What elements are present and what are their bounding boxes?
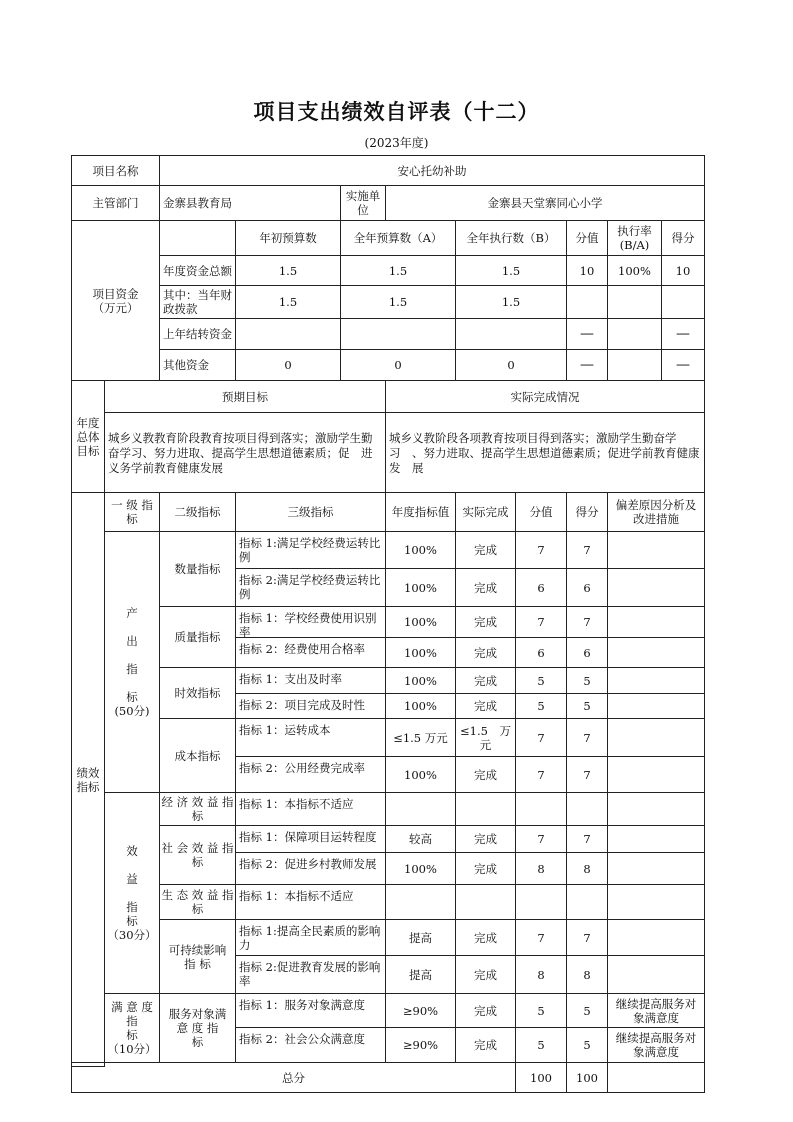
perf-cell-note — [607, 792, 705, 826]
funds-cell-executed — [455, 318, 567, 350]
perf-cell-note — [607, 693, 705, 719]
perf-cell-score: 6 — [566, 637, 608, 668]
perf-cell-target: 较高 — [385, 825, 456, 853]
perf-cell-target: ≥90% — [385, 1027, 456, 1063]
perf-cell-target: 100% — [385, 606, 456, 638]
funds-row-name: 其他资金 — [159, 349, 236, 381]
perf-cell-ind: 指标 2:满足学校经费运转比例 — [235, 568, 386, 607]
funds-cell-executed: 0 — [455, 349, 567, 381]
perf-cell-target — [385, 884, 456, 920]
goal-actual-header: 实际完成情况 — [385, 380, 705, 413]
level1-satisfaction: 满 意 度 指 标 （10分） — [104, 993, 160, 1063]
funds-cell-initial: 0 — [235, 349, 341, 381]
department-value: 金寨县教育局 — [159, 185, 341, 221]
total-value: 100 — [515, 1062, 567, 1093]
perf-cell-note: 继续提高服务对 象满意度 — [607, 993, 705, 1028]
level1-benefit: 效 益 指 标 （30分） — [104, 792, 160, 994]
perf-cell-actual: 完成 — [455, 568, 516, 607]
funds-header: 年初预算数 — [235, 220, 341, 256]
perf-cell-note — [607, 667, 705, 694]
perf-cell-target: 提高 — [385, 955, 456, 994]
funds-cell-score — [661, 285, 705, 319]
perf-header: 得分 — [566, 492, 608, 532]
funds-header: 执行率 (B/A) — [607, 220, 662, 256]
impl-unit-value: 金寨县天堂寨同心小学 — [385, 185, 705, 221]
perf-cell-target: 提高 — [385, 919, 456, 956]
perf-label: 绩效 指标 — [71, 492, 105, 1067]
level2-indicator: 成本指标 — [159, 718, 236, 793]
perf-cell-actual: 完成 — [455, 852, 516, 885]
funds-cell-executed: 1.5 — [455, 255, 567, 286]
funds-cell-rate: 100% — [607, 255, 662, 286]
perf-cell-actual: 完成 — [455, 606, 516, 638]
perf-cell-score: 5 — [566, 693, 608, 719]
perf-header: 三级指标 — [235, 492, 386, 532]
goal-expected-text: 城乡义教教育阶段教育按项目得到落实；激励学生勤奋学习、努力进取、提高学生思想道德素质；促 进义务学前教育健康发展 — [104, 412, 386, 493]
level2-indicator: 社 会 效 益 指 标 — [159, 825, 236, 885]
perf-cell-target: ≥90% — [385, 993, 456, 1028]
funds-cell-annual: 0 — [340, 349, 456, 381]
perf-cell-note — [607, 884, 705, 920]
funds-row-name: 上年结转资金 — [159, 318, 236, 350]
perf-cell-target: 100% — [385, 852, 456, 885]
perf-cell-score: 7 — [566, 756, 608, 793]
perf-header: 分值 — [515, 492, 567, 532]
perf-header: 实际完成 — [455, 492, 516, 532]
perf-cell-note — [607, 756, 705, 793]
perf-cell-ind: 指标 2：经费使用合格率 — [235, 637, 386, 668]
funds-cell-rate — [607, 285, 662, 319]
funds-cell-score: 10 — [661, 255, 705, 286]
impl-unit-label: 实施单位 — [340, 185, 386, 221]
goal-label: 年度 总体 目标 — [71, 380, 105, 493]
perf-header: 一 级 指 标 — [104, 492, 160, 532]
perf-cell-value: 5 — [515, 667, 567, 694]
perf-cell-value: 8 — [515, 852, 567, 885]
perf-cell-score — [566, 884, 608, 920]
perf-cell-value — [515, 884, 567, 920]
perf-cell-value: 6 — [515, 637, 567, 668]
funds-cell-annual — [340, 318, 456, 350]
funds-row-name: 年度资金总额 — [159, 255, 236, 286]
perf-cell-actual: 完成 — [455, 993, 516, 1028]
perf-cell-ind: 指标 1：运转成本 — [235, 718, 386, 757]
funds-cell-rate — [607, 349, 662, 381]
perf-cell-actual: 完成 — [455, 756, 516, 793]
perf-cell-value: 5 — [515, 1027, 567, 1063]
perf-cell-score: 5 — [566, 667, 608, 694]
perf-cell-actual: 完成 — [455, 637, 516, 668]
funds-cell-rate — [607, 318, 662, 350]
funds-cell-score: — — [661, 349, 705, 381]
perf-cell-score: 6 — [566, 568, 608, 607]
perf-cell-ind: 指标 2：项目完成及时性 — [235, 693, 386, 719]
perf-cell-value: 7 — [515, 825, 567, 853]
perf-cell-value: 5 — [515, 993, 567, 1028]
total-score: 100 — [566, 1062, 608, 1093]
perf-cell-score: 7 — [566, 718, 608, 757]
perf-cell-ind: 指标 2：促进乡村教师发展 — [235, 852, 386, 885]
perf-header: 偏差原因分析及 改进措施 — [607, 492, 705, 532]
department-label: 主管部门 — [71, 185, 160, 221]
perf-cell-target: 100% — [385, 568, 456, 607]
perf-cell-actual: 完成 — [455, 667, 516, 694]
funds-header: 分值 — [566, 220, 608, 256]
perf-cell-value: 7 — [515, 718, 567, 757]
perf-cell-value — [515, 792, 567, 826]
perf-cell-note — [607, 568, 705, 607]
perf-cell-actual: ≤1.5 万 元 — [455, 718, 516, 757]
perf-cell-ind: 指标 1:提高全民素质的影响力 — [235, 919, 386, 956]
funds-cell-score_value: — — [566, 318, 608, 350]
perf-header: 二级指标 — [159, 492, 236, 532]
funds-cell-score: — — [661, 318, 705, 350]
goal-actual-text: 城乡义教阶段各项教育按项目得到落实；激励学生勤奋学习 、努力进取、提高学生思想道德素质；促进学前教育健康发 展 — [385, 412, 705, 493]
goal-expected-header: 预期目标 — [104, 380, 386, 413]
perf-cell-score: 5 — [566, 993, 608, 1028]
funds-cell-annual: 1.5 — [340, 285, 456, 319]
perf-cell-ind: 指标 1：本指标不适应 — [235, 792, 386, 826]
perf-cell-target: 100% — [385, 637, 456, 668]
funds-header: 全年预算数（A） — [340, 220, 456, 256]
perf-cell-ind: 指标 1:满足学校经费运转比例 — [235, 531, 386, 569]
perf-cell-note: 继续提高服务对 象满意度 — [607, 1027, 705, 1063]
perf-cell-actual — [455, 792, 516, 826]
total-label: 总分 — [71, 1062, 516, 1093]
perf-cell-note — [607, 825, 705, 853]
perf-cell-note — [607, 531, 705, 569]
funds-cell-initial — [235, 318, 341, 350]
level2-indicator: 时效指标 — [159, 667, 236, 719]
funds-cell-score_value — [566, 285, 608, 319]
level2-indicator: 经 济 效 益 指 标 — [159, 792, 236, 826]
total-note — [607, 1062, 705, 1093]
perf-header: 年度指标值 — [385, 492, 456, 532]
perf-cell-ind: 指标 2:促进教育发展的影响率 — [235, 955, 386, 994]
perf-cell-score: 5 — [566, 1027, 608, 1063]
funds-header: 得分 — [661, 220, 705, 256]
funds-cell-initial: 1.5 — [235, 285, 341, 319]
perf-cell-ind: 指标 2：公用经费完成率 — [235, 756, 386, 793]
perf-cell-ind: 指标 1：支出及时率 — [235, 667, 386, 694]
page-subtitle-year: (2023年度) — [364, 136, 429, 150]
perf-cell-note — [607, 718, 705, 757]
perf-cell-actual: 完成 — [455, 919, 516, 956]
funds-cell-score_value: 10 — [566, 255, 608, 286]
perf-cell-target: ≤1.5 万元 — [385, 718, 456, 757]
perf-cell-score: 7 — [566, 531, 608, 569]
perf-cell-value: 6 — [515, 568, 567, 607]
perf-cell-score: 8 — [566, 955, 608, 994]
project-name-label: 项目名称 — [71, 155, 160, 186]
perf-cell-target — [385, 792, 456, 826]
perf-cell-note — [607, 637, 705, 668]
funds-row-name: 其中：当年财政拨款 — [159, 285, 236, 319]
perf-cell-value: 5 — [515, 693, 567, 719]
level2-indicator: 可持续影响 指 标 — [159, 919, 236, 994]
perf-cell-note — [607, 852, 705, 885]
funds-cell-score_value: — — [566, 349, 608, 381]
funds-cell-annual: 1.5 — [340, 255, 456, 286]
funds-cell-initial: 1.5 — [235, 255, 341, 286]
perf-cell-score: 7 — [566, 825, 608, 853]
level2-indicator: 生 态 效 益 指 标 — [159, 884, 236, 920]
perf-cell-actual: 完成 — [455, 1027, 516, 1063]
level2-indicator: 服务对象满 意 度 指 标 — [159, 993, 236, 1063]
perf-cell-value: 7 — [515, 756, 567, 793]
level2-indicator: 数量指标 — [159, 531, 236, 607]
perf-cell-target: 100% — [385, 756, 456, 793]
perf-cell-ind: 指标 1：保障项目运转程度 — [235, 825, 386, 853]
perf-cell-actual: 完成 — [455, 825, 516, 853]
perf-cell-target: 100% — [385, 693, 456, 719]
perf-cell-ind: 指标 1：服务对象满意度 — [235, 993, 386, 1028]
perf-cell-actual: 完成 — [455, 531, 516, 569]
project-name-value: 安心托幼补助 — [159, 155, 705, 186]
perf-cell-value: 7 — [515, 531, 567, 569]
perf-cell-ind: 指标 1：本指标不适应 — [235, 884, 386, 920]
perf-cell-actual — [455, 884, 516, 920]
perf-cell-value: 8 — [515, 955, 567, 994]
perf-cell-value: 7 — [515, 606, 567, 638]
perf-cell-score: 7 — [566, 919, 608, 956]
perf-cell-score: 7 — [566, 606, 608, 638]
perf-cell-note — [607, 955, 705, 994]
funds-cell-executed: 1.5 — [455, 285, 567, 319]
perf-cell-target: 100% — [385, 531, 456, 569]
perf-cell-actual: 完成 — [455, 955, 516, 994]
perf-cell-score: 8 — [566, 852, 608, 885]
perf-cell-value: 7 — [515, 919, 567, 956]
perf-cell-score — [566, 792, 608, 826]
perf-cell-actual: 完成 — [455, 693, 516, 719]
level1-output: 产 出 指 标 (50分) — [104, 531, 160, 793]
funds-label: 项目资金 （万元） — [71, 220, 160, 381]
perf-cell-ind: 指标 2：社会公众满意度 — [235, 1027, 386, 1063]
perf-cell-target: 100% — [385, 667, 456, 694]
perf-cell-note — [607, 919, 705, 956]
funds-header: 全年执行数（B） — [455, 220, 567, 256]
perf-cell-ind: 指标 1：学校经费使用识别率 — [235, 606, 386, 638]
perf-cell-note — [607, 606, 705, 638]
page-title: 项目支出绩效自评表（十二） — [253, 100, 540, 124]
level2-indicator: 质量指标 — [159, 606, 236, 668]
funds-header-blank — [159, 220, 236, 256]
